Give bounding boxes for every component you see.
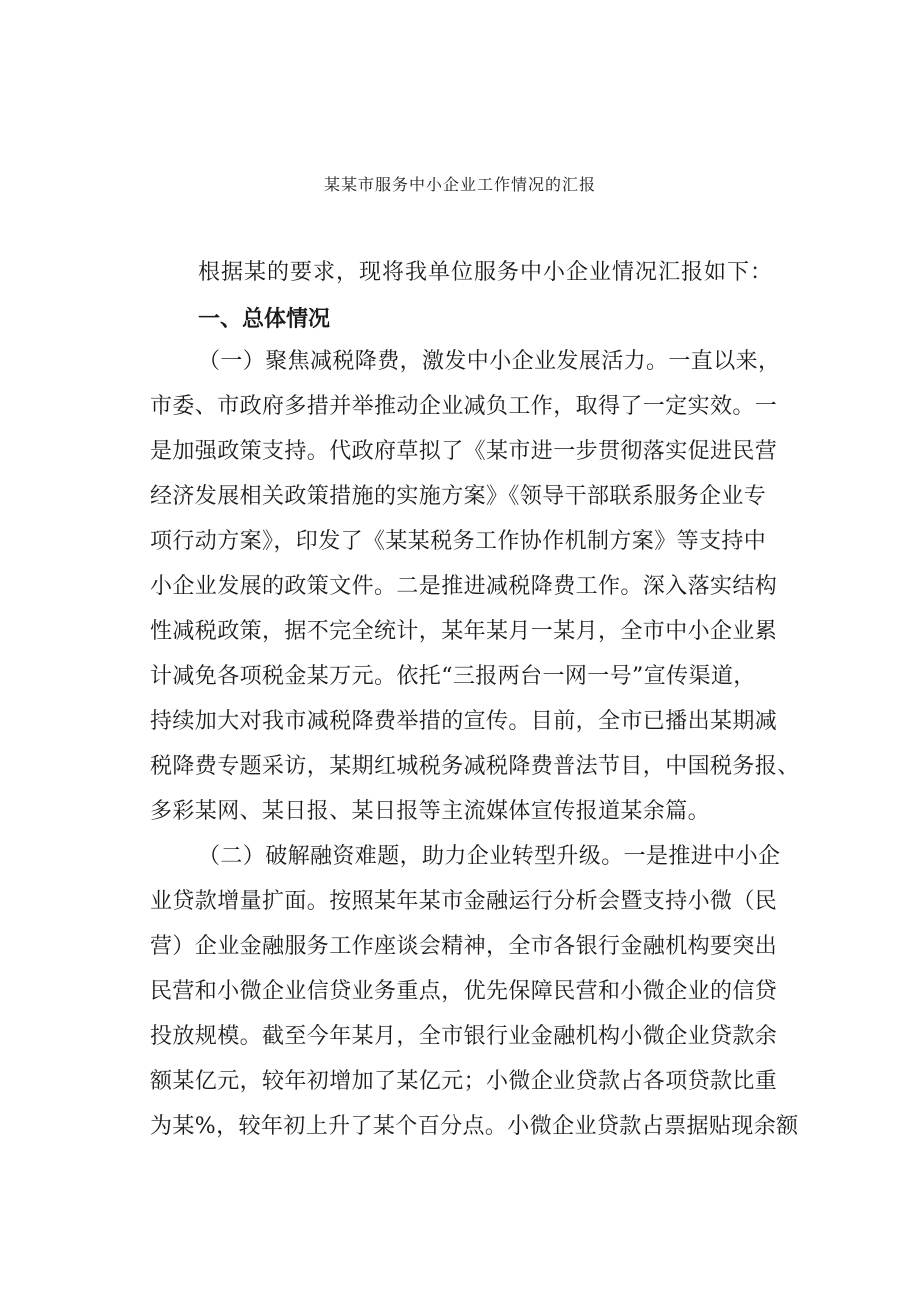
intro-paragraph: 根据某的要求，现将我单位服务中小企业情况汇报如下： (198, 260, 774, 285)
paragraph-line: 是加强政策支持。代政府草拟了《某市进一步贯彻落实促进民营 (150, 439, 778, 464)
paragraph-line: （二）破解融资难题，助力企业转型升级。一是推进中小企 (198, 844, 781, 869)
paragraph-line: 持续加大对我市减税降费举措的宣传。目前，全市已播出某期减 (150, 709, 778, 734)
paragraph-line: 投放规模。截至今年某月，全市银行业金融机构小微企业贷款余 (150, 1024, 778, 1049)
paragraph-line: 多彩某网、某日报、某日报等主流媒体宣传报道某余篇。 (150, 799, 711, 824)
paragraph-line: 营）企业金融服务工作座谈会精神，全市各银行金融机构要突出 (150, 934, 778, 959)
paragraph-line: 为某%，较年初上升了某个百分点。小微企业贷款占票据贴现余额 (150, 1114, 799, 1139)
paragraph-line: 经济发展相关政策措施的实施方案》《领导干部联系服务企业专 (150, 484, 767, 509)
paragraph-line: 市委、市政府多措并举推动企业减负工作，取得了一定实效。一 (150, 394, 778, 419)
paragraph-line: 额某亿元，较年初增加了某亿元；小微企业贷款占各项贷款比重 (150, 1069, 778, 1094)
section-heading: 一、总体情况 (198, 307, 331, 332)
paragraph-line: 项行动方案》，印发了《某某税务工作协作机制方案》等支持中 (150, 529, 767, 554)
paragraph-line: 民营和小微企业信贷业务重点，优先保障民营和小微企业的信贷 (150, 979, 778, 1004)
paragraph-line: 小企业发展的政策文件。二是推进减税降费工作。深入落实结构 (150, 574, 778, 599)
paragraph-line: 性减税政策，据不完全统计，某年某月一某月，全市中小企业累 (150, 619, 778, 644)
paragraph-line: 计减免各项税金某万元。依托“三报两台一网一号”宣传渠道， (150, 664, 756, 689)
document-title: 某某市服务中小企业工作情况的汇报 (323, 175, 596, 194)
paragraph-line: （一）聚焦减税降费，激发中小企业发展活力。一直以来， (198, 349, 781, 374)
paragraph-line: 业贷款增量扩面。按照某年某市金融运行分析会暨支持小微（民 (150, 889, 778, 914)
paragraph-line: 税降费专题采访，某期红城税务减税降费普法节目，中国税务报、 (150, 754, 800, 779)
